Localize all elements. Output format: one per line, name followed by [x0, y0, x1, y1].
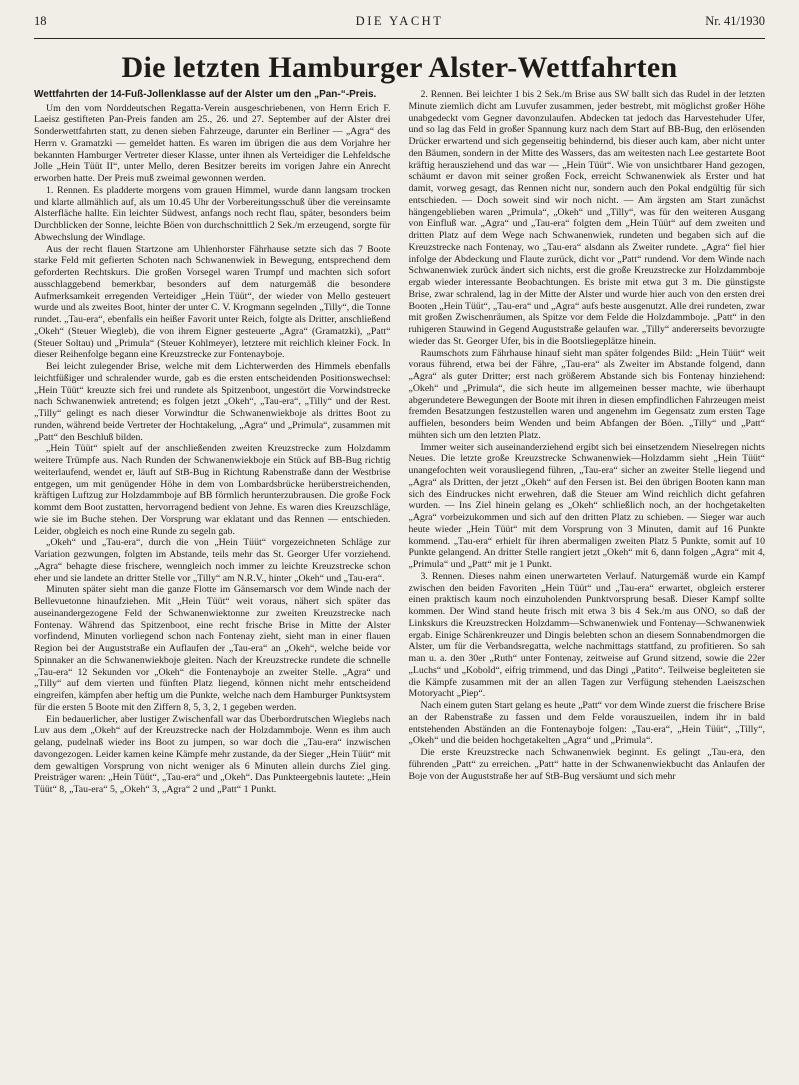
- journal-name: DIE YACHT: [355, 14, 444, 28]
- article-subtitle: Wettfahrten der 14-Fuß-Jollenklasse auf der Alster um den „Pan-“-Preis.: [34, 89, 377, 100]
- article-body: [34, 89, 765, 1085]
- paragraph: „Okeh“ und „Tau-era“, durch die von „Hein Tüüt“ vorgezeichneten Schläge zur Variation gezwungen, folgten im Abstande, teils mehr das St. Georger Ufer vorziehend. „Agra“ behagte diese frischere, wenngleich noch immer zu leichte Kreuzstrecke schon eher und sie landete an dritter Stelle vor „Tilly“ am N.R.V., hinter „Okeh“ und „Tau-era“.: [34, 537, 391, 584]
- paragraph: Bei leicht zulegender Brise, welche mit dem Lichterwerden des Himmels ebenfalls leichtfüßiger und schralender wurde, gab es die ersten entscheidenden Positionswechsel: „Hein Tüüt“ kreuzte sich frei und rundete als Spitzenboot, ungestört die Vorwindstrecke nach Schwanenwiek antretend; es folgen jetzt „Okeh“, „Tau-era“, „Tilly“ und der Rest. „Tilly“ gelingt es nach dieser Vorwindtur die Schwanenwiekboje als drittes Boot zu runden, während beide Vertreter der Hochtakelung, „Agra“ und „Primula“, zusammen mit „Patt“ den Beschluß bilden.: [34, 361, 391, 443]
- issue-number: Nr. 41/1930: [705, 14, 765, 28]
- header-rule: [34, 38, 765, 39]
- paragraph: Die erste Kreuzstrecke nach Schwanenwiek beginnt. Es gelingt „Tau-era, den führenden „Patt“ zu erreichen. „Patt“ hatte in der Schwanenwiekbucht das Anlaufen der Boje von der Auguststraße her auf StB-Bug versäumt und sich mehr: [408, 747, 765, 782]
- paragraph: Nach einem guten Start gelang es heute „Patt“ vor dem Winde zuerst die frischere Brise an der Rabenstraße zu fassen und dem Felde vorauszueilen, indem ihr in bald entstehenden Abständen an die Fontenayboje folgen: „Tau-era“, „Hein Tüüt“, „Tilly“, „Okeh“ und die beiden hochgetakelten „Agra“ und „Primula“.: [408, 700, 765, 747]
- paragraph: Aus der recht flauen Startzone am Uhlenhorster Fährhause setzte sich das 7 Boote starke Feld mit gefierten Schoten nach Schwanenwiek in Bewegung, entsprechend dem geforderten Rechtskurs. Die großen Vorsegel waren Trumpf und machten sich sofort ausschlaggebend bemerkbar, besonders auf dem naturgemäß die besondere Aufmerksamkeit erregenden Verteidiger „Hein Tüüt“, der wieder von Mello gesteuert wurde und als zweites Boot, hinter der unter C. V. Krogmann segelnden „Tilly“, die Tonne rundet. „Tau-era“, ebenfalls ein heißer Favorit unter Reich, folgte als Dritter, anschließend „Okeh“ (Steuer Wiegleb), die von ihrem Eigner gesteuerte „Agra“ (Gramatzki), „Patt“ (Steuer Soltau) und „Primula“ (Steuer Kohlmeyer), letztere mit reichlich kleiner Fock. In dieser Reihenfolge begann eine Kreuzstrecke zur Fontenayboje.: [34, 243, 391, 361]
- paragraph: „Hein Tüüt“ spielt auf der anschließenden zweiten Kreuzstrecke zum Holzdamm weitere Trümpfe aus. Nach Runden der Schwanenwiekboje ein Stück auf BB-Bug richtig weiterlaufend, wendet er, läuft auf StB-Bug in Richtung Rabenstraße dann der Westbrise entgegen, um mit genügender Höhe in dem von Lombardsbrücke herüberstreichenden, kräftigen Luftzug zur Holzdammboje auf BB förmlich herunterzubrausen. Die große Fock kommt dem Boot zustatten, hervorragend bedient von Jehne. Es waren dies Kreuzschläge, wie sie im Buche stehen. Der Vorsprung war eklatant und das Rennen — entschieden. Leider, obgleich es noch eine Runde zu segeln gab.: [34, 443, 391, 537]
- paragraph: Immer weiter sich auseinanderziehend ergibt sich bei einsetzendem Nieselregen nichts Neues. Die letzte große Kreuzstrecke Schwanenwiek—Holzdamm sieht „Hein Tüüt“ unangefochten weit vorausliegend führen, „Tau-era“ sicher an zweiter Stelle liegend und „Agra“ als Dritten, der jetzt „Okeh“ auf den Fersen ist. Bei den übrigen Booten kann man sich des Eindruckes nicht erwehren, daß die Steuer am Wind reichlich dicht gefahren wurden. — Ins Ziel hinein gelang es „Okeh“ schließlich noch, an der hochgetakelten „Agra“ vorbeizukommen und sich auf den dritten Platz zu schieben. — Sieger war auch heute wieder „Hein Tüüt“ mit dem Vorsprung von 3 Minuten, damit auf 16 Punkte kommend. „Tau-era“ erhielt für ihren abermaligen zweiten Platz 5 Punkte, somit auf 10 Punkte gelangend. An dritter Stelle rangiert jetzt „Okeh“ mit 6, dann folgen „Agra“ mit 4, „Primula“ und „Patt“ mit je 1 Punkt.: [408, 441, 765, 570]
- paragraph: Um den vom Norddeutschen Regatta-Verein ausgeschriebenen, von Herrn Erich F. Laeisz gestifteten Pan-Preis fanden am 25., 26. und 27. September auf der Alster drei Sonderwettfahrten statt, zu denen sieben Fahrzeuge, darunter ein Berliner — „Agra“ des Herrn v. Gramatzki — gemeldet hatten. Es waren im übrigen die aus dem Vorjahre her bekannten Hamburger Vertreter dieser Klasse, unter ihnen als Verteidiger die Lehfeldsche Jolle „Hein Tüüt II“, unter Mello, deren Besitzer bereits im vorigen Jahre ein Anrecht erworben hatte. Der Preis muß zweimal gewonnen werden.: [34, 102, 391, 184]
- paragraph: Minuten später sieht man die ganze Flotte im Gänsemarsch vor dem Winde nach der Bellevuetonne hinaufziehen. Mit „Hein Tüüt“ weit voraus, nähert sich später das auseinandergezogene Feld der Schwanenwiektonne zur zweiten Kreuzstrecke nach Fontenay. Während das Spitzenboot, eine recht frische Brise in Mitte der Alster vorfindend, Minuten vorliegend schon nach Fontenay zieht, sieht man in einer flauen Region bei der Auguststraße ein Auflaufen der „Tau-era“ an „Okeh“, welche beide vor Spinnaker an die Schwanenwiekboje gleiten. Nach der Kreuzstrecke rundete die schnelle „Tau-era“ 12 Sekunden vor „Okeh“ die Fontenayboje an zweiter Stelle. „Agra“ und „Tilly“ auf dem vierten und fünften Platz liegend, können nicht mehr entscheidend eingreifen, kämpfen aber heftig um die Punkte, welche nach dem Hamburger Punktsystem für die ersten 5 Boote mit den Ziffern 8, 5, 3, 2, 1 gegeben werden.: [34, 584, 391, 713]
- paragraph: Raumschots zum Fährhause hinauf sieht man später folgendes Bild: „Hein Tüüt“ weit voraus führend, etwa bei der Fähre, „Tau-era“ als Zweiter im Abstande folgend, dann „Agra“ als guter Dritter; erst nach größerem Abstande sich bis Fontenay hinziehend: „Okeh“ und „Primula“, die sich heute im allgemeinen besser machte, wie überhaupt abgerundetere Bewegungen der Boote mit ihren in diesen empfindlichen Fahrzeugen meist fremden Besatzungen festzustellen waren und angenehm im Gegensatz zum ersten Tage auffielen, besonders beim Wenden und beim Abfangen der Böen. „Tilly“ und „Patt“ mühten sich um den letzten Platz.: [408, 347, 765, 441]
- paragraph: 3. Rennen. Dieses nahm einen unerwarteten Verlauf. Naturgemäß wurde ein Kampf zwischen den beiden Favoriten „Hein Tüüt“ und „Tau-era“ erwartet, obgleich ersterer einen praktisch kaum noch einzuholenden Punktvorsprung besaß. Dieser Kampf sollte kommen. Der Wind stand heute frisch mit etwa 3 bis 4 Sek./m aus ONO, so daß der Linkskurs die Kreuzstrecken Holzdamm—Schwanenwiek und Fontenay—Schwanenwiek ergab. Einige Schärenkreuzer und Dingis belebten schon an diesem Sonnabendmorgen die Alster, um für die Verbandsregatta, welche nachmittags stattfand, zu profitieren. So sah man u. a. den 30er „Ruth“ unter Fontenay, zeitweise auf Grund sitzend, sowie die 22er „Luchs“ und „Kobold“, eifrig trimmend, und das Dingi „Patito“. Teilweise begleiteten sie die Kämpfe zusammen mit der an allen Tagen zur Verfügung stehenden Laeiszschen Motoryacht „Piep“.: [408, 570, 765, 700]
- left-column: [34, 89, 391, 1085]
- paragraph: 1. Rennen. Es pladderte morgens vom grauen Himmel, wurde dann langsam trocken und klarte allmählich auf, als um 10.45 Uhr der Vorbereitungsschuß über die vereinsamte Alsterfläche hallte. Ein leichter Südwest, anfangs noch recht flau, später, besonders beim Durchblicken der Sonne, leichte Böen von durchschnittlich 2 Sek./m erzeugend, sorgte für Abwechslung der Windlage.: [34, 184, 391, 243]
- right-column: [409, 89, 766, 1085]
- page-header: [34, 14, 765, 36]
- paragraph: Ein bedauerlicher, aber lustiger Zwischenfall war das Überbordrutschen Wieglebs nach Luv aus dem „Okeh“ auf der Kreuzstrecke nach der Holzdammboje. Wenn es ihm auch gelang, pudelnaß wieder ins Boot zu jumpen, so war doch die „Tau-era“ inzwischen davongezogen. Leider kamen keine Kämpfe mehr zustande, da der Sieger „Hein Tüüt“ mit dem gewaltigen Vorsprung von nicht weniger als 6 Minuten allein durchs Ziel ging. Preisträger waren: „Hein Tüüt“, „Tau-era“ und „Okeh“. Das Punkteergebnis lautete: „Hein Tüüt“ 8, „Tau-era“ 5, „Okeh“ 3, „Agra“ 2 und „Patt“ 1 Punkt.: [34, 713, 391, 795]
- article-title: Die letzten Hamburger Alster-Wettfahrten: [121, 51, 678, 84]
- paragraph: 2. Rennen. Bei leichter 1 bis 2 Sek./m Brise aus SW ballt sich das Rudel in der letzten Minute ziemlich dicht am Luvufer zusammen, jeder bestrebt, mit möglichst großer Höhe unabgedeckt vom Gegner davonzulaufen. Abdecken tat jedoch das Harvestehuder Ufer, und so lag das Feld in großer Spannung kurz nach dem Start auf BB-Bug, den erlösenden Drücker erwartend und sich gegenseitig behindernd, bis dieser auch kam, aber nicht unter den Bäumen, sondern in der Mitte des Wassers, das am weitesten nach Lee gestartete Boot kräftig herausziehend und das war — „Hein Tüüt“. Wie von unsichtbarer Hand gezogen, schäumt er davon mit seiner großen Fock, erreicht Schwanenwiek als Erster und hat damit, vorweg gesagt, das Rennen nicht nur, sondern auch den Pokal endgültig für sich entschieden. — Doch soweit sind wir noch nicht. — Am ärgsten am Start zunächst hängengeblieben waren „Primula“, „Okeh“ und „Tilly“, was für den weiteren Ausgang von Einfluß war. „Agra“ und „Tau-era“ folgten dem „Hein Tüüt“ auf dem zweiten und dritten Platz auf dem Wege nach Schwanenwiek, rundeten und begaben sich auf die Kreuzstrecke nach Fontenay, wo „Tau-era“ alsdann als Zweiter rundete. „Agra“ fiel hier infolge der Abdeckung und Flaute zurück, dicht vor „Patt“ rundend. Vor dem Winde nach Schwanenwiek zurück ändert sich nichts, erst die große Kreuzstrecke zur Holzdammboje ergab wieder interessante Beobachtungen. Es briste mit etwa gut 3 m. Die günstigste Brise, zwar schralend, lag in der Mitte der Alster und wurde hier auch von den ersten drei Booten „Hein Tüüt“, „Tau-era“ und „Agra“ aufs beste ausgenutzt. Alle drei rundeten, zwar mit großen Zwischenräumen, als Spitze vor dem Felde die Holzdammboje. „Patt“ in den ruhigeren Stauwind in Gegend Auguststraße gelaufen war. „Tilly“ andererseits bevorzugte wieder das St. Georger Ufer, bis in die Bootsliegeplätze hinein.: [408, 89, 765, 347]
- page-number: 18: [34, 14, 47, 28]
